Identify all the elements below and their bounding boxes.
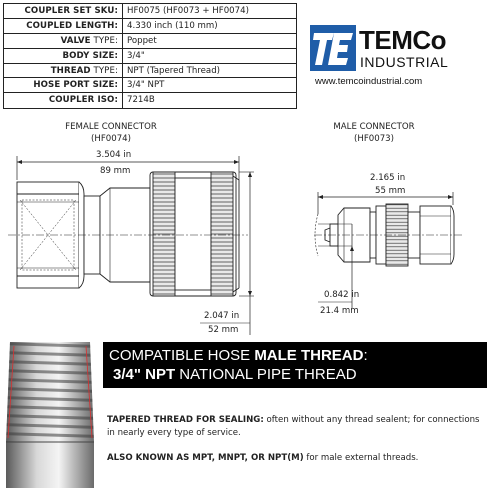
spec-label: COUPLER ISO: <box>48 95 118 106</box>
spec-value: NPT (Tapered Thread) <box>122 64 296 78</box>
spec-value: 7214B <box>122 93 296 108</box>
male-length-in: 2.165 in <box>370 173 406 183</box>
male-dia-mm: 21.4 mm <box>320 306 359 316</box>
logo-name: TEMCo <box>359 25 447 55</box>
logo-url[interactable]: www.temcoindustrial.com <box>315 76 423 87</box>
male-connector-drawing <box>314 192 462 308</box>
female-length-in: 3.504 in <box>96 150 132 160</box>
male-dia-in: 0.842 in <box>324 290 360 300</box>
spec-label: BODY SIZE: <box>62 50 118 61</box>
desc-also-known-as: ALSO KNOWN AS MPT, MNPT, OR NPT(M) for male external threads. <box>107 453 419 463</box>
spec-value: 4.330 inch (110 mm) <box>122 19 296 33</box>
female-title: FEMALE CONNECTOR <box>65 122 157 132</box>
female-code: (HF0074) <box>91 134 131 144</box>
female-connector-drawing <box>8 156 254 335</box>
spec-value: 3/4" NPT <box>122 78 296 92</box>
desc-tapered-thread: TAPERED THREAD FOR SEALING: often without any thread sealent; for connections in nearly every type of service. <box>107 415 480 438</box>
male-code: (HF0073) <box>354 134 394 144</box>
spec-label: COUPLER SET SKU: <box>24 6 118 16</box>
spec-value: 3/4" <box>122 49 296 63</box>
female-dia-mm: 52 mm <box>208 325 239 335</box>
npt-thread-illustration <box>0 342 100 488</box>
female-length-mm: 89 mm <box>100 166 131 176</box>
female-dia-in: 2.047 in <box>204 311 240 321</box>
logo-subtitle: INDUSTRIAL <box>360 54 449 70</box>
spec-label: HOSE PORT SIZE: <box>33 80 118 91</box>
banner-line-1: COMPATIBLE HOSE MALE THREAD: <box>109 347 368 364</box>
spec-label: COUPLED LENGTH: <box>26 20 118 31</box>
spec-label: VALVE TYPE: <box>60 35 118 46</box>
male-title: MALE CONNECTOR <box>333 122 415 132</box>
banner-line-2: 3/4" NPT NATIONAL PIPE THREAD <box>113 366 357 383</box>
compatible-thread-banner <box>103 342 487 388</box>
spec-label: THREAD TYPE: <box>50 65 118 76</box>
spec-value: HF0075 (HF0073 + HF0074) <box>122 4 296 18</box>
spec-value: Poppet <box>122 34 296 48</box>
male-length-mm: 55 mm <box>375 186 406 196</box>
